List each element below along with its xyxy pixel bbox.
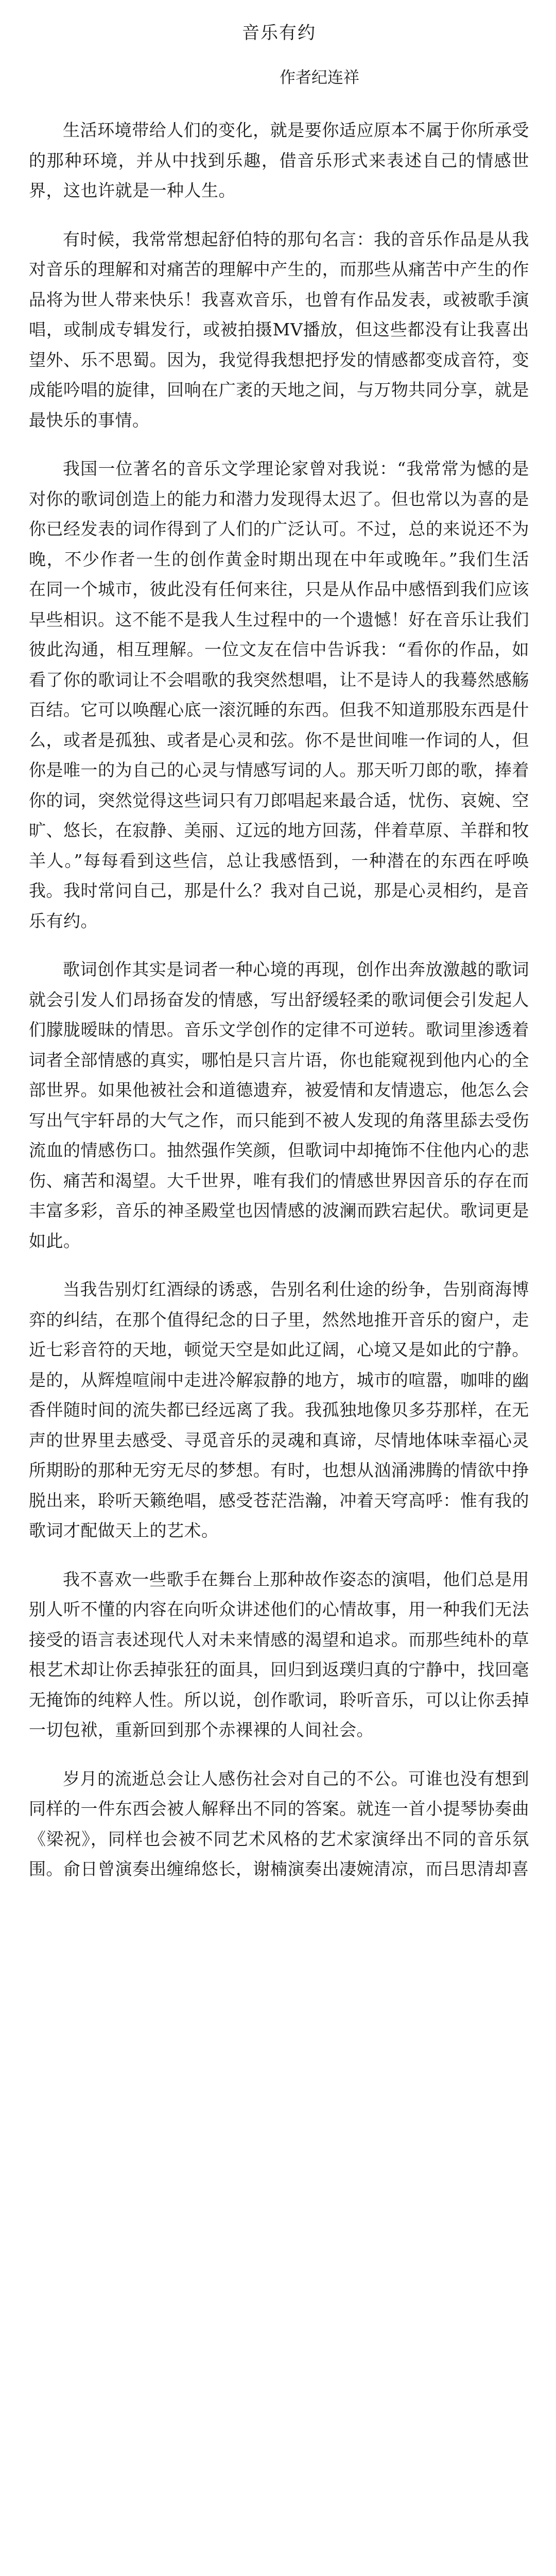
paragraph: 歌词创作其实是词者一种心境的再现，创作出奔放激越的歌词就会引发人们昂扬奋发的情感，写出舒缓轻柔的歌词便会引发起人们朦胧暧昧的情思。音乐文学创作的定律不可逆转。歌词里渗透着词者全部情感的真实，哪怕是只言片语，你也能窥视到他内心的全部世界。如果他被社会和道德遗弃，被爱情和友情遗忘，他怎么会写出气宇轩昂的大气之作，而只能到不被人发现的角落里舔去受伤流血的情感伤口。抽然强作笑颜，但歌词中却掩饰不住他内心的悲伤、痛苦和渴望。大千世界，唯有我们的情感世界因音乐的存在而丰富多彩，音乐的神圣殿堂也因情感的波澜而跌宕起伏。歌词更是如此。 <box>29 959 529 1251</box>
article-title: 音乐有约 <box>242 23 316 43</box>
paragraph: 有时候，我常常想起舒伯特的那句名言：我的音乐作品是从我对音乐的理解和对痛苦的理解中产生的，而那些从痛苦中产生的作品将为世人带来快乐！我喜欢音乐，也曾有作品发表，或被歌手演唱，或制成专辑发行，或被拍摄MV播放，但这些都没有让我喜出望外、乐不思蜀。因为，我觉得我想把抒发的情感都变成音符，变成能吟唱的旋律，回响在广袤的天地之间，与万物共同分享，就是最快乐的事情。 <box>29 229 529 430</box>
paragraph: 我国一位著名的音乐文学理论家曾对我说：“我常常为憾的是对你的歌词创造上的能力和潜力发现得太迟了。但也常以为喜的是你已经发表的词作得到了人们的广泛认可。不过，总的来说还不为晚，不少作者一生的创作黄金时期出现在中年或晚年。”我们生活在同一个城市，彼此没有任何来往，只是从作品中感悟到我们应该早些相识。这不能不是我人生过程中的一个遗憾！好在音乐让我们彼此沟通，相互理解。一位文友在信中告诉我：“看你的作品，如看了你的歌词让不会唱歌的我突然想唱，让不是诗人的我蓦然感觞百结。它可以唤醒心底一滚沉睡的东西。但我不知道那股东西是什么，或者是孤独、或者是心灵和弦。你不是世间唯一作词的人，但你是唯一的为自己的心灵与情感写词的人。那天听刀郎的歌，捧着你的词，突然觉得这些词只有刀郎唱起来最合适，忧伤、哀婉、空旷、悠长，在寂静、美丽、辽远的地方回荡，伴着草原、羊群和牧羊人。”每每看到这些信，总让我感悟到，一种潜在的东西在呼唤我。我时常问自己，那是什么？我对自己说，那是心灵相约，是音乐有约。 <box>29 459 529 931</box>
paragraph: 岁月的流逝总会让人感伤社会对自己的不公。可谁也没有想到同样的一件东西会被人解释出不同的答案。就连一首小提琴协奏曲《梁祝》，同样也会被不同艺术风格的艺术家演绎出不同的音乐氛围。俞日曾演奏出缠绵悠长，谢楠演奏出凄婉清凉，而吕思清却喜 <box>29 1768 529 1879</box>
paragraph: 当我告别灯红酒绿的诱惑，告别名利仕途的纷争，告别商海博弈的纠结，在那个值得纪念的日子里，然然地推开音乐的窗户，走近七彩音符的天地，顿觉天空是如此辽阔，心境又是如此的宁静。是的，从辉煌喧闹中走进冷解寂静的地方，城市的喧嚣，咖啡的幽香伴随时间的流失都已经远离了我。我孤独地像贝多芬那样，在无声的世界里去感受、寻觅音乐的灵魂和真谛，尽情地体味幸福心灵所期盼的那种无穷无尽的梦想。有时，也想从汹涌沸腾的情欲中挣脱出来，聆听天籁绝唱，感受苍茫浩瀚，冲着天穹高呼：惟有我的歌词才配做天上的艺术。 <box>29 1279 529 1540</box>
paragraph: 生活环境带给人们的变化，就是要你适应原本不属于你所承受的那种环境，并从中找到乐趣，借音乐形式来表述自己的情感世界，这也许就是一种人生。 <box>29 120 529 200</box>
paragraph: 我不喜欢一些歌手在舞台上那种故作姿态的演唱，他们总是用别人听不懂的内容在向听众讲述他们的心情故事，用一种我们无法接受的语言表述现代人对未来情感的渴望和追求。而那些纯朴的草根艺术却让你丢掉张狂的面具，回归到返璞归真的宁静中，找回毫无掩饰的纯粹人性。所以说，创作歌词，聆听音乐，可以让你丢掉一切包袱，重新回到那个赤裸裸的人间社会。 <box>29 1569 529 1740</box>
article-author: 作者纪连祥 <box>280 69 359 87</box>
